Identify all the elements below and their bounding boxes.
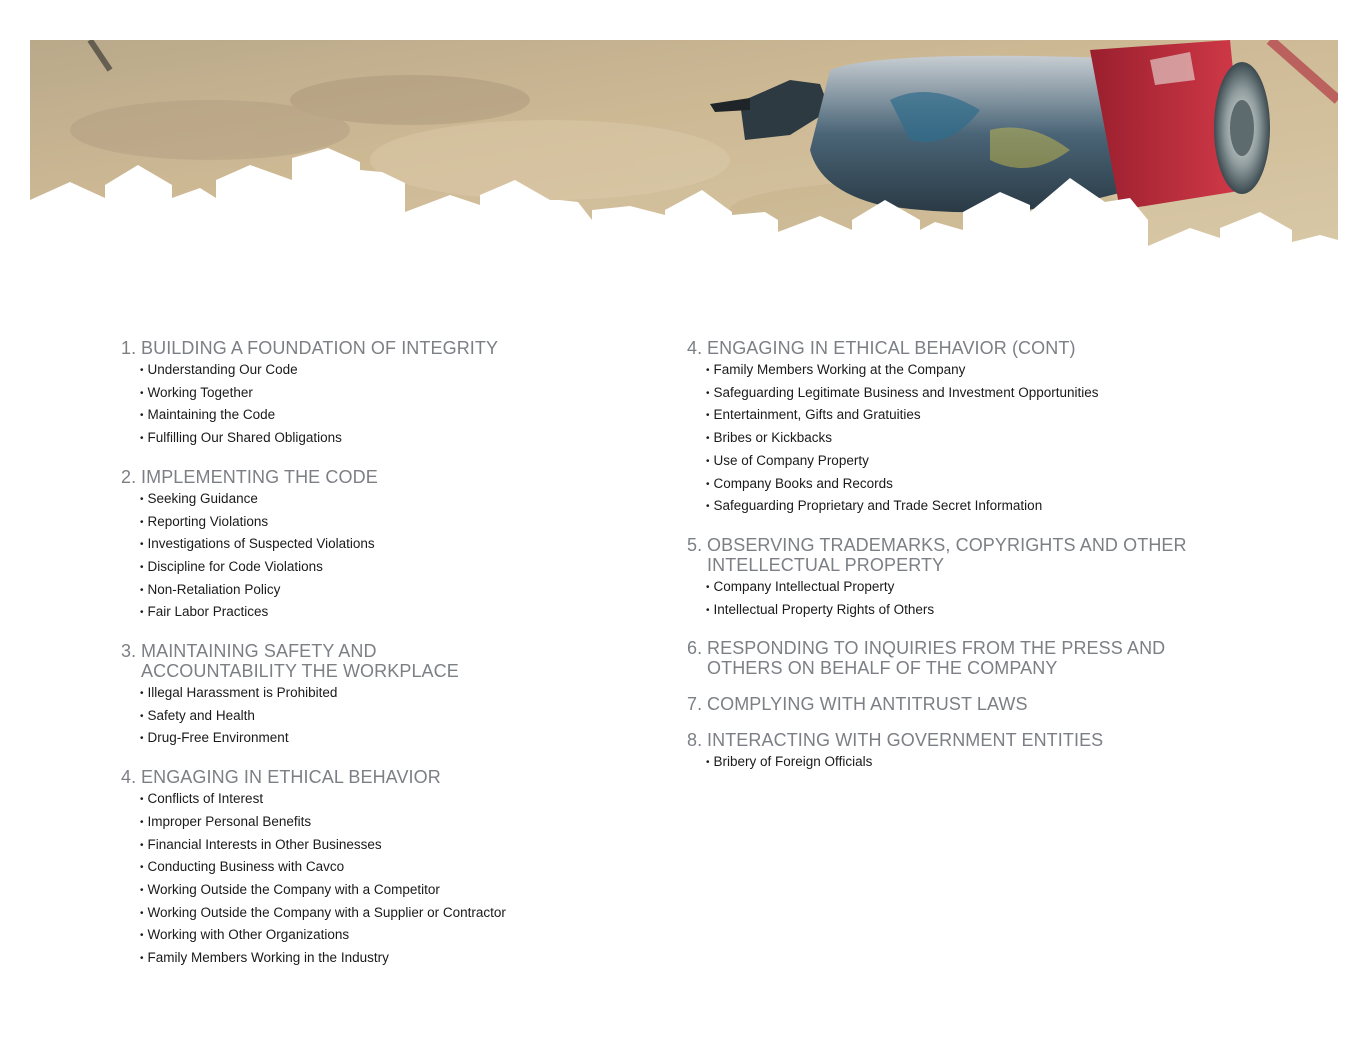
section-heading — [687, 535, 1287, 575]
toc-section-7 — [687, 694, 1287, 714]
toc-item: • Fulfilling Our Shared Obligations — [140, 428, 661, 451]
toc-section-4 — [121, 767, 661, 971]
section-item-list — [687, 577, 1287, 622]
toc-item: • Working Outside the Company with a Competitor — [140, 880, 661, 903]
toc-item: • Seeking Guidance — [140, 489, 661, 512]
section-title: MAINTAINING SAFETY AND ACCOUNTABILITY THE WORKPLACE — [141, 641, 459, 682]
toc-item: • Improper Personal Benefits — [140, 812, 661, 835]
toc-item: • Working with Other Organizations — [140, 925, 661, 948]
section-heading — [121, 767, 661, 787]
section-number: 2. — [121, 466, 137, 487]
toc-item: • Family Members Working at the Company — [706, 360, 1287, 383]
section-heading — [121, 641, 661, 681]
toc-item: • Conflicts of Interest — [140, 789, 661, 812]
toc-item: • Working Outside the Company with a Supplier or Contractor — [140, 903, 661, 926]
section-number: 4. — [121, 767, 137, 788]
toc-item: • Illegal Harassment is Prohibited — [140, 683, 661, 706]
toc-item: • Safeguarding Proprietary and Trade Secret Information — [706, 496, 1287, 519]
toc-section-8 — [687, 730, 1287, 775]
toc-item: • Company Books and Records — [706, 474, 1287, 497]
toc-right-column — [687, 338, 1287, 791]
section-title: RESPONDING TO INQUIRIES FROM THE PRESS AND OTHERS ON BEHALF OF THE COMPANY — [707, 638, 1166, 679]
section-item-list — [121, 789, 661, 971]
section-title: BUILDING A FOUNDATION OF INTEGRITY — [141, 338, 499, 358]
toc-item: • Bribery of Foreign Officials — [706, 752, 1287, 775]
toc-item: • Drug-Free Environment — [140, 728, 661, 751]
toc-item: • Intellectual Property Rights of Others — [706, 600, 1287, 623]
nail-gun-photo-icon — [30, 40, 1338, 248]
section-item-list — [121, 489, 661, 625]
toc-section-4-cont — [687, 338, 1287, 519]
toc-item: • Family Members Working in the Industry — [140, 948, 661, 971]
section-number: 4. — [687, 338, 703, 358]
section-number: 6. — [687, 638, 703, 659]
toc-item: • Bribes or Kickbacks — [706, 428, 1287, 451]
section-item-list — [687, 360, 1287, 519]
section-title: ENGAGING IN ETHICAL BEHAVIOR (CONT) — [707, 338, 1076, 358]
section-title: ENGAGING IN ETHICAL BEHAVIOR — [141, 767, 441, 788]
toc-item: • Discipline for Code Violations — [140, 557, 661, 580]
section-heading — [687, 338, 1287, 358]
section-item-list — [121, 360, 661, 451]
section-number: 7. — [687, 694, 703, 715]
toc-section-6 — [687, 638, 1287, 678]
toc-item: • Use of Company Property — [706, 451, 1287, 474]
toc-section-5 — [687, 535, 1287, 622]
section-heading — [687, 730, 1287, 750]
toc-item: • Working Together — [140, 383, 661, 406]
section-title: COMPLYING WITH ANTITRUST LAWS — [707, 694, 1028, 715]
section-heading — [121, 338, 661, 358]
toc-item: • Investigations of Suspected Violations — [140, 534, 661, 557]
section-number: 1. — [121, 338, 137, 358]
section-title: INTERACTING WITH GOVERNMENT ENTITIES — [707, 730, 1104, 751]
toc-item: • Conducting Business with Cavco — [140, 857, 661, 880]
toc-section-3 — [121, 641, 661, 751]
section-number: 3. — [121, 641, 137, 662]
toc-item: • Reporting Violations — [140, 512, 661, 535]
section-item-list — [687, 752, 1287, 775]
toc-item: • Financial Interests in Other Businesses — [140, 835, 661, 858]
toc-item: • Company Intellectual Property — [706, 577, 1287, 600]
section-title: IMPLEMENTING THE CODE — [141, 466, 378, 487]
section-item-list — [121, 683, 661, 751]
toc-item: • Entertainment, Gifts and Gratuities — [706, 405, 1287, 428]
toc-section-1 — [121, 338, 661, 451]
section-number: 5. — [687, 534, 703, 555]
toc-item: • Maintaining the Code — [140, 405, 661, 428]
section-title: OBSERVING TRADEMARKS, COPYRIGHTS AND OTHER INTELLECTUAL PROPERTY — [707, 534, 1187, 575]
header-banner-image — [30, 40, 1338, 248]
section-heading — [687, 638, 1287, 678]
toc-item: • Safeguarding Legitimate Business and Investment Opportunities — [706, 383, 1287, 406]
toc-item: • Safety and Health — [140, 706, 661, 729]
toc-left-column — [121, 338, 661, 987]
toc-item: • Understanding Our Code — [140, 360, 661, 383]
section-heading — [687, 694, 1287, 714]
toc-item: • Non-Retaliation Policy — [140, 580, 661, 603]
toc-item: • Fair Labor Practices — [140, 602, 661, 625]
toc-section-2 — [121, 467, 661, 625]
section-heading — [121, 467, 661, 487]
section-number: 8. — [687, 730, 703, 751]
